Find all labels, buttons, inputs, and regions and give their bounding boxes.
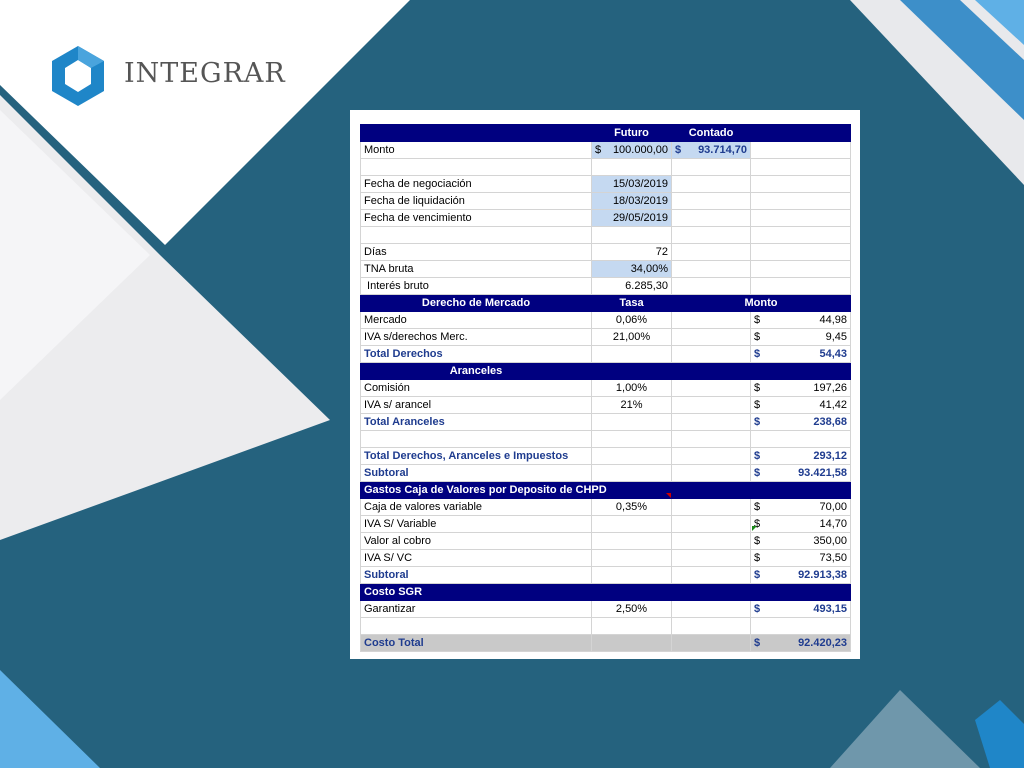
table-row — [361, 295, 851, 312]
table-row: Interés bruto 6.285,30 — [361, 278, 851, 295]
table-row: IVA S/ Variable $ 14,70 — [361, 516, 851, 533]
costo-sgr-header: Costo SGR — [361, 584, 592, 601]
table-row: IVA s/derechos Merc. 21,00% $ 9,45 — [361, 329, 851, 346]
table-row: Valor al cobro $ 350,00 — [361, 533, 851, 550]
total-dai-label: Total Derechos, Aranceles e Impuestos — [361, 448, 592, 465]
table-row: Días 72 — [361, 244, 851, 261]
table-row — [361, 363, 851, 380]
brand-name: INTEGRAR — [124, 58, 286, 89]
monto-label: Monto — [361, 142, 592, 159]
table-row: Comisión 1,00% $ 197,26 — [361, 380, 851, 397]
table-row: Fecha de negociación 15/03/2019 — [361, 176, 851, 193]
table-row: IVA S/ VC $ 73,50 — [361, 550, 851, 567]
fecha-vencimiento-value: 29/05/2019 — [592, 210, 672, 227]
table-row: IVA s/ arancel 21% $ 41,42 — [361, 397, 851, 414]
col-futuro-header: Futuro — [592, 125, 672, 142]
col-contado-header: Contado — [672, 125, 751, 142]
table-row — [361, 125, 851, 142]
table-row: Fecha de liquidación 18/03/2019 — [361, 193, 851, 210]
tasa-header: Tasa — [592, 295, 672, 312]
aranceles-header: Aranceles — [361, 363, 592, 380]
monto-futuro-cell: $ 100.000,00 — [592, 142, 672, 159]
table-row: Subtoral $ 92.913,38 — [361, 567, 851, 584]
costo-total-label: Costo Total — [361, 635, 592, 652]
table-row — [361, 482, 851, 499]
fecha-liquidacion-value: 18/03/2019 — [592, 193, 672, 210]
table-row: Caja de valores variable 0,35% $ 70,00 — [361, 499, 851, 516]
table-row: TNA bruta 34,00% — [361, 261, 851, 278]
table-row: Fecha de vencimiento 29/05/2019 — [361, 210, 851, 227]
gastos-header: Gastos Caja de Valores por Deposito de CHPD — [361, 482, 851, 499]
table-row: Total Derechos $ 54,43 — [361, 346, 851, 363]
comment-marker-icon — [666, 493, 671, 498]
table-row — [361, 431, 851, 448]
table-row — [361, 227, 851, 244]
dias-value: 72 — [592, 244, 672, 261]
table-row: Subtoral $ 93.421,58 — [361, 465, 851, 482]
table-row — [361, 584, 851, 601]
table-row: Garantizar 2,50% $ 493,15 — [361, 601, 851, 618]
error-marker-icon — [752, 526, 757, 531]
integrar-logo-icon — [46, 44, 110, 108]
derecho-mercado-header: Derecho de Mercado — [361, 295, 592, 312]
costo-total-value: $ 92.420,23 — [751, 635, 851, 652]
table-row — [361, 142, 851, 159]
tna-value: 34,00% — [592, 261, 672, 278]
monto-header: Monto — [672, 295, 851, 312]
table-row — [361, 159, 851, 176]
interes-value: 6.285,30 — [592, 278, 672, 295]
table-row: Total Derechos, Aranceles e Impuestos $ 293,12 — [361, 448, 851, 465]
total-aranceles-label: Total Aranceles — [361, 414, 592, 431]
table-row: Total Aranceles $ 238,68 — [361, 414, 851, 431]
table-row — [361, 618, 851, 635]
fecha-negociacion-value: 15/03/2019 — [592, 176, 672, 193]
monto-contado-cell: $ 93.714,70 — [672, 142, 751, 159]
total-derechos-label: Total Derechos — [361, 346, 592, 363]
table-row: Mercado 0,06% $ 44,98 — [361, 312, 851, 329]
table-row — [361, 635, 851, 652]
cost-table — [360, 124, 851, 652]
spreadsheet-panel — [350, 110, 860, 659]
